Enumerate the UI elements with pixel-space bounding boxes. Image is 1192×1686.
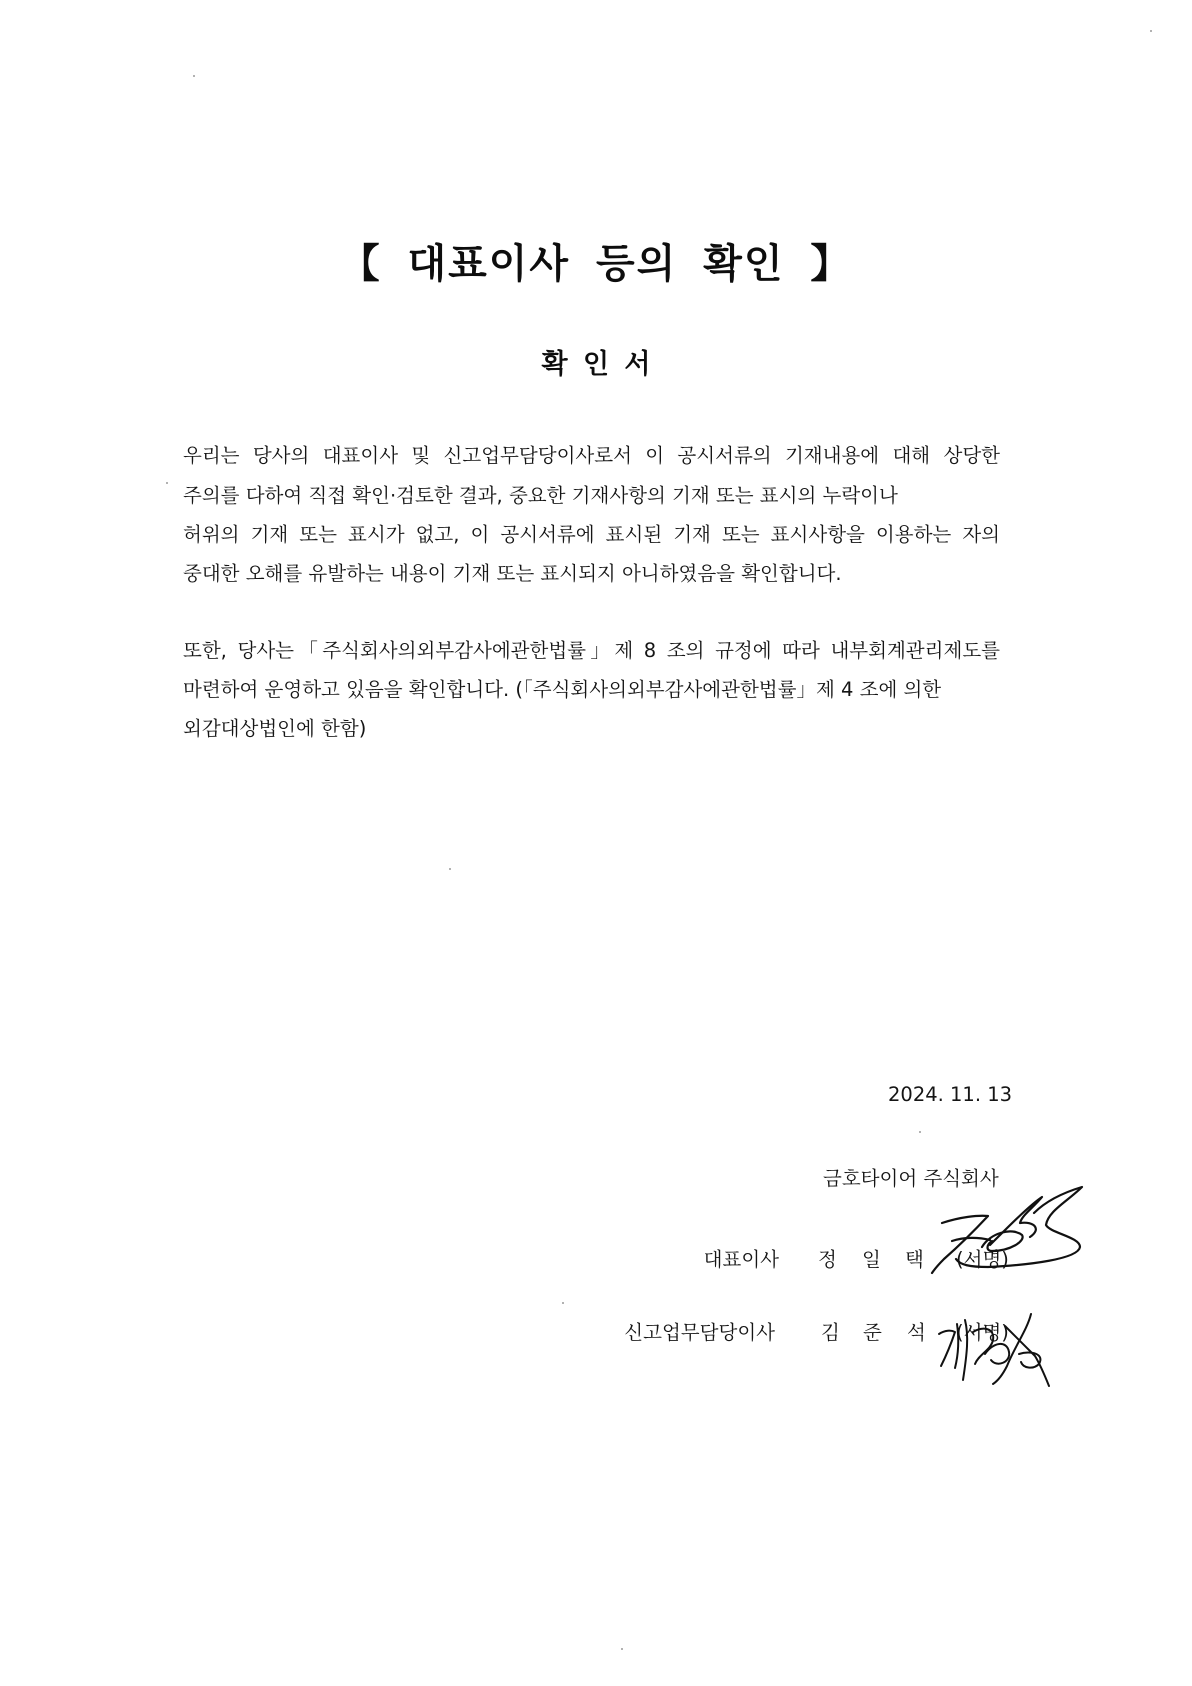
- signatory-name-char: 일: [862, 1248, 881, 1271]
- paragraph2-line-2: 마련하여 운영하고 있음을 확인합니다. (「주식회사의외부감사에관한법률」제 4 조에 의한: [183, 678, 942, 701]
- signatory-role: 대표이사: [703, 1248, 779, 1271]
- scan-speck: [621, 1648, 623, 1650]
- scan-speck: [562, 1302, 564, 1304]
- paragraph1-line-3: 허위의 기재 또는 표시가 없고, 이 공시서류에 표시된 기재 또는 표시사항을 이용하는 자의: [183, 523, 1000, 546]
- signature-label: (서명): [956, 1248, 1009, 1271]
- document-title: 【 대표이사 등의 확인 】: [339, 241, 853, 287]
- scan-speck: [449, 868, 451, 870]
- company-name: 금호타이어 주식회사: [823, 1167, 999, 1190]
- document-date: 2024. 11. 13: [888, 1083, 1013, 1106]
- scan-speck: [166, 482, 168, 484]
- signatory-role: 신고업무담당이사: [624, 1321, 775, 1344]
- scan-speck: [1150, 30, 1152, 32]
- signatory-name-char: 택: [905, 1248, 924, 1271]
- signatory-name-char: 김: [821, 1321, 840, 1344]
- paragraph1-line-1: 우리는 당사의 대표이사 및 신고업무담당이사로서 이 공시서류의 기재내용에 대해 상당한: [183, 444, 1000, 467]
- paragraph2-line-3: 외감대상법인에 한함): [183, 717, 367, 740]
- signatory-name-char: 석: [907, 1321, 926, 1344]
- signatory-name-char: 정: [818, 1248, 837, 1271]
- paragraph2-line-1: 또한, 당사는「주식회사의외부감사에관한법률」제 8 조의 규정에 따라 내부회계관리제도를: [183, 639, 1000, 662]
- handwritten-signature-icon: [930, 1185, 1090, 1285]
- document-subtitle: 확 인 서: [541, 349, 651, 380]
- scan-speck: [919, 1131, 921, 1133]
- scan-speck: [193, 75, 195, 77]
- paragraph1-line-2: 주의를 다하여 직접 확인·검토한 결과, 중요한 기재사항의 기재 또는 표시의 누락이나: [183, 484, 898, 507]
- handwritten-signature-icon: [935, 1310, 1055, 1390]
- signature-label: (서명): [956, 1321, 1009, 1344]
- paragraph1-line-4: 중대한 오해를 유발하는 내용이 기재 또는 표시되지 아니하였음을 확인합니다.: [183, 562, 842, 585]
- signatory-name-char: 준: [863, 1321, 882, 1344]
